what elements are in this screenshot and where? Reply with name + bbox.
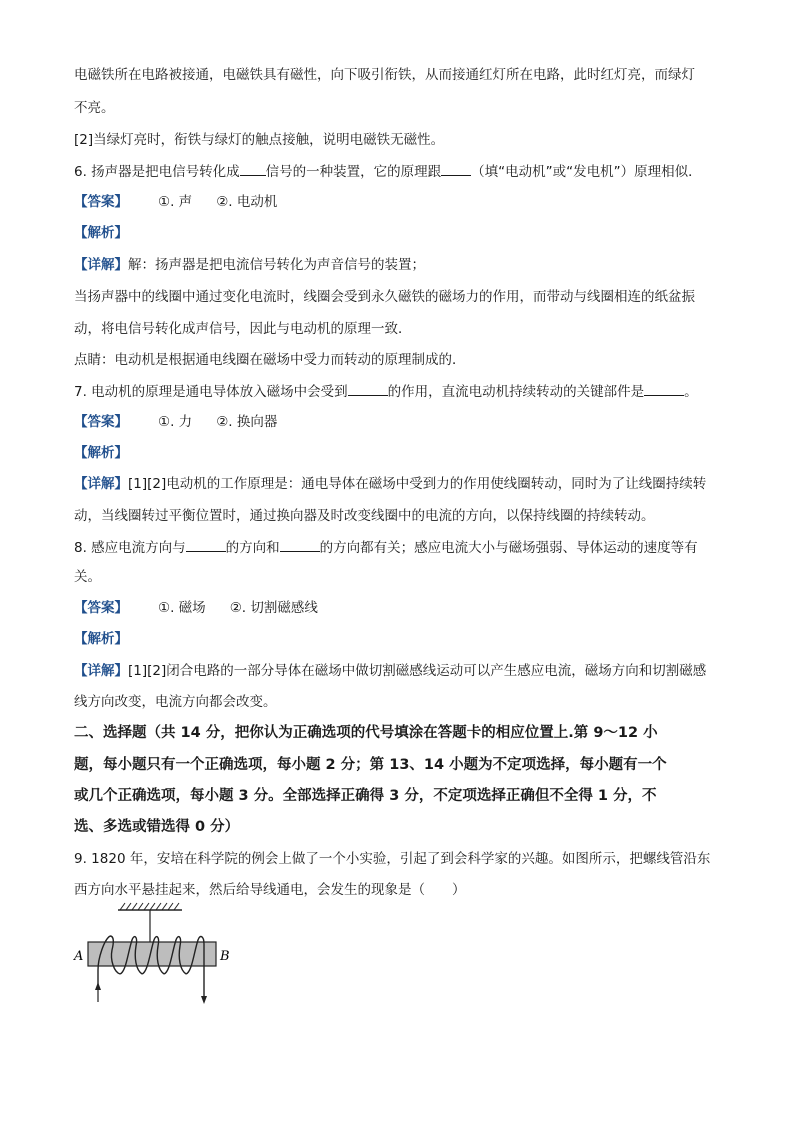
analysis-row: [74, 444, 128, 462]
label-b: B: [220, 949, 230, 964]
text-line: 点睛：电动机是根据通电线圈在磁场中受力而转动的原理制成的．: [74, 352, 466, 368]
detail-text: [1][2]电动机的工作原理是：通电导体在磁场中受到力的作用使线圈转动，同时为了让线圈持续转: [128, 476, 707, 492]
detail-text: 解：扬声器是把电流信号转化为声音信号的装置；: [128, 257, 425, 273]
arrow-down-icon: [201, 996, 207, 1004]
fill-blank: [240, 162, 266, 176]
text-line: 动，当线圈转过平衡位置时，通过换向器及时改变线圈中的电流的方向，以保持线圈的持续转动。: [74, 508, 655, 524]
answer-item: ①. 磁场: [158, 600, 206, 616]
answer-tag: 【答案】: [74, 194, 128, 210]
fill-blank: [186, 538, 226, 552]
detail-tag: 【详解】: [74, 257, 128, 273]
question-text: 信号的一种装置，它的原理跟: [265, 164, 442, 180]
analysis-row: [74, 630, 128, 648]
text-line: 电磁铁所在电路被接通，电磁铁具有磁性，向下吸引衔铁，从而接通红灯所在电路，此时红灯亮，而绿灯: [74, 67, 695, 83]
question-text: 8. 感应电流方向与: [74, 540, 186, 556]
solenoid-figure: [70, 900, 240, 1010]
fill-blank: [348, 382, 388, 396]
question-text: 6. 扬声器是把电信号转化成: [74, 164, 240, 180]
answer-item: ②. 切割磁感线: [229, 600, 318, 616]
text-line: 线方向改变，电流方向都会改变。: [74, 694, 277, 710]
detail-row: [74, 475, 706, 493]
analysis-tag: 【解析】: [74, 445, 128, 461]
fill-blank: [280, 538, 320, 552]
answer-tag: 【答案】: [74, 600, 128, 616]
analysis-tag: 【解析】: [74, 225, 128, 241]
fill-blank: [441, 162, 471, 176]
question-text: 的方向和: [225, 540, 280, 556]
answer-row: [74, 413, 277, 431]
section-heading: 选、多选或错选得 0 分）: [74, 819, 240, 835]
question-text: 7. 电动机的原理是通电导体放入磁场中会受到: [74, 384, 348, 400]
question-text: 。: [684, 384, 698, 400]
section-heading: 或几个正确选项，每小题 3 分。全部选择正确得 3 分，不定项选择正确但不全得 1 分，不: [74, 788, 657, 804]
detail-row: [74, 256, 425, 274]
label-a: A: [74, 949, 84, 964]
question-9: 西方向水平悬挂起来，然后给导线通电，会发生的现象是（ ）: [74, 882, 466, 898]
answer-item: ①. 声: [158, 194, 193, 210]
text-line: 当扬声器中的线圈中通过变化电流时，线圈会受到永久磁铁的磁场力的作用，而带动与线圈相连的纸盆振: [74, 289, 695, 305]
text-line: [2]当绿灯亮时，衔铁与绿灯的触点接触，说明电磁铁无磁性。: [74, 132, 445, 148]
question-text: 的作用，直流电动机持续转动的关键部件是: [387, 384, 645, 400]
question-text: （填“电动机”或“发电机”）原理相似．: [471, 164, 702, 180]
analysis-tag: 【解析】: [74, 631, 128, 647]
text-line: 动，将电信号转化成声信号，因此与电动机的原理一致．: [74, 321, 412, 337]
question-8: [74, 538, 698, 557]
answer-row: [74, 599, 318, 617]
question-7: [74, 382, 698, 401]
question-6: [74, 162, 702, 181]
section-heading: 二、选择题（共 14 分，把你认为正确选项的代号填涂在答题卡的相应位置上.第 9～12 小: [74, 725, 658, 741]
detail-tag: 【详解】: [74, 663, 128, 679]
analysis-row: [74, 224, 128, 242]
text-line: 不亮。: [74, 100, 115, 116]
fill-blank: [644, 382, 684, 396]
section-heading: 题，每小题只有一个正确选项，每小题 2 分；第 13、14 小题为不定项选择，每小题有一个: [74, 757, 667, 773]
answer-row: [74, 193, 277, 211]
answer-item: ②. 电动机: [216, 194, 278, 210]
arrow-up-icon: [95, 982, 101, 990]
answer-tag: 【答案】: [74, 414, 128, 430]
detail-text: [1][2]闭合电路的一部分导体在磁场中做切割磁感线运动可以产生感应电流，磁场方向和切割磁感: [128, 663, 707, 679]
question-text: 的方向都有关；感应电流大小与磁场强弱、导体运动的速度等有: [319, 540, 698, 556]
text-line: 关。: [74, 569, 101, 585]
detail-row: [74, 662, 706, 680]
answer-item: ②. 换向器: [216, 414, 278, 430]
detail-tag: 【详解】: [74, 476, 128, 492]
answer-item: ①. 力: [158, 414, 193, 430]
question-9: 9. 1820 年，安培在科学院的例会上做了一个小实验，引起了到会科学家的兴趣。如图所示，把螺线管沿东: [74, 851, 711, 867]
ceiling-hatch: [120, 903, 179, 910]
